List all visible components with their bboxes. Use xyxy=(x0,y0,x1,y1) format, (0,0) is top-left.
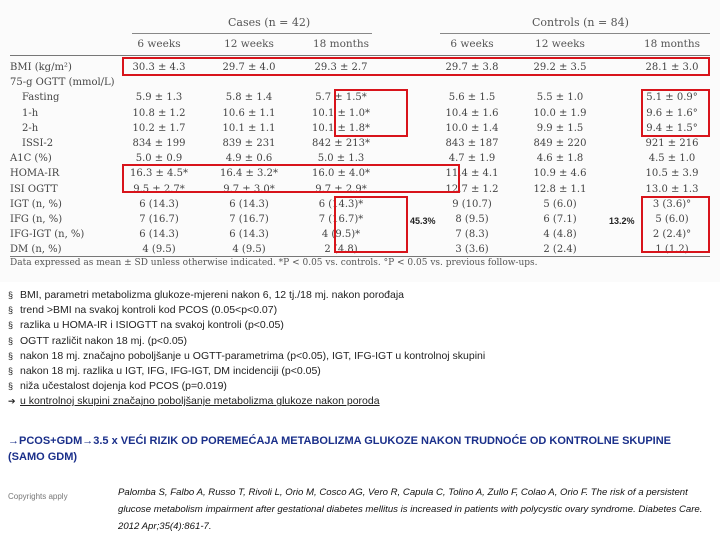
table-cell: 5.5 ± 1.0 xyxy=(536,92,584,104)
list-item xyxy=(8,334,485,349)
citation-text: Palomba S, Falbo A, Russo T, Rivoli L, Orio M, Cosco AG, Vero R, Capula C, Tolino A, Zullo F, Colao A, Orio F. The risk of a persistent glucose metabolism impairment after gestational diabetes mellitus is increased in patients with polycystic ovary syndrome. Diabetes Care. 2012 Apr;35(4):861-7. xyxy=(118,487,703,532)
row-label: DM (n, %) xyxy=(10,244,62,256)
table-cell: 839 ± 231 xyxy=(222,138,276,149)
table-cell: 12.8 ± 1.1 xyxy=(533,183,587,195)
bmi-highlight-box xyxy=(122,57,710,76)
table-cell: 29.2 ± 3.5 xyxy=(533,62,587,73)
table-cell: 10.2 ± 1.7 xyxy=(132,122,186,134)
table-cell: 6 (14.3) xyxy=(229,229,269,241)
summary-section xyxy=(0,282,720,540)
bullet-marker: § xyxy=(8,381,14,392)
table-cell: 9.7 ± 2.9* xyxy=(315,183,367,195)
bullet-text: trend >BMI na svakoj kontroli kod PCOS (0.05<p<0.07) xyxy=(20,304,278,317)
bullet-text: razlika u HOMA-IR i ISIOGTT na svakoj kontroli (p<0.05) xyxy=(20,319,284,332)
list-item xyxy=(8,303,485,318)
column-header: 18 months xyxy=(643,38,701,50)
table-cell: 16.4 ± 3.2* xyxy=(220,168,278,180)
table-cell: 1 (1.2) xyxy=(655,244,689,256)
table-cell: 29.7 ± 4.0 xyxy=(222,62,276,73)
table-cell: 9.9 ± 1.5 xyxy=(536,122,584,134)
table-cell: 10.1 ± 1.8* xyxy=(312,122,370,134)
bullet-marker: § xyxy=(8,350,14,361)
table-cell: 5.7 ± 1.5* xyxy=(315,92,367,104)
column-header: 12 weeks xyxy=(535,38,585,50)
table-cell: 16.0 ± 4.0* xyxy=(312,168,370,180)
table-cell: 7 (16.7)* xyxy=(318,214,364,225)
table-cell: 5.1 ± 0.9° xyxy=(646,92,698,104)
table-cell: 834 ± 199 xyxy=(132,138,186,149)
list-item xyxy=(8,364,485,379)
table-cell: 10.8 ± 1.2 xyxy=(132,107,186,119)
table-cell: 4.5 ± 1.0 xyxy=(648,153,696,165)
cases-group-header: Cases (n = 42) xyxy=(228,16,311,29)
table-cell: 28.1 ± 3.0 xyxy=(645,62,699,73)
table-cell: 4 (9.5) xyxy=(142,244,176,256)
table-cell: 4 (9.5)* xyxy=(321,229,361,241)
table-cell: 2 (2.4) xyxy=(543,244,577,256)
table-cell: 9 (10.7) xyxy=(452,198,492,210)
row-label: Fasting xyxy=(22,92,60,104)
header-rule xyxy=(10,55,710,56)
table-cell: 5 (6.0) xyxy=(655,214,689,225)
table-cell: 10.0 ± 1.9 xyxy=(533,107,587,119)
bullet-text: niža učestalost dojenja kod PCOS (p=0.019) xyxy=(20,380,227,393)
table-cell: 12.7 ± 1.2 xyxy=(445,183,499,195)
table-cell: 842 ± 213* xyxy=(312,138,370,149)
table-cell: 10.9 ± 4.6 xyxy=(533,168,587,180)
table-cell: 4 (9.5) xyxy=(232,244,266,256)
table-cell: 9.6 ± 1.6° xyxy=(646,107,698,119)
row-label: IFG (n, %) xyxy=(10,214,63,225)
bullet-marker: § xyxy=(8,365,14,376)
row-label: BMI (kg/m²) xyxy=(10,62,72,73)
bullet-marker: § xyxy=(8,320,14,331)
controls-ogtt-highlight-box xyxy=(641,89,710,137)
list-item xyxy=(8,288,485,303)
row-label: HOMA-IR xyxy=(10,168,60,180)
table-cell: 5.0 ± 0.9 xyxy=(135,153,183,165)
table-cell: 9.5 ± 2.7* xyxy=(133,183,185,195)
table-cell: 5.8 ± 1.4 xyxy=(225,92,273,104)
row-label: IFG-IGT (n, %) xyxy=(10,229,85,241)
table-cell: 29.3 ± 2.7 xyxy=(314,62,368,73)
table-cell: 13.0 ± 1.3 xyxy=(645,183,699,195)
conclusion-text: →PCOS+GDM→3.5 x VEĆI RIZIK OD POREMEĆAJA METABOLIZMA GLUKOZE NAKON TRUDNOĆE OD KONTROLNE SKUPINE (SAMO GDM) xyxy=(8,435,671,463)
table-cell: 10.0 ± 1.4 xyxy=(445,122,499,134)
table-cell: 11.4 ± 4.1 xyxy=(445,168,499,180)
table-cell: 6 (7.1) xyxy=(543,214,577,225)
table-cell: 9.7 ± 3.0* xyxy=(223,183,275,195)
list-item xyxy=(8,394,485,409)
table-cell: 6 (14.3) xyxy=(139,229,179,241)
list-item xyxy=(8,379,485,394)
column-header: 12 weeks xyxy=(224,38,274,50)
table-cell: 6 (14.3) xyxy=(229,198,269,210)
table-cell: 5.0 ± 1.3 xyxy=(317,153,365,165)
bullet-text: nakon 18 mj. značajno poboljšanje u OGTT-parametrima (p<0.05), IGT, IFG-IGT u kontrolnoj skupini xyxy=(20,349,486,362)
table-cell: 29.7 ± 3.8 xyxy=(445,62,499,73)
table-cell: 843 ± 187 xyxy=(445,138,499,149)
table-cell: 7 (8.3) xyxy=(455,229,489,241)
list-item xyxy=(8,349,485,364)
table-cell: 5 (6.0) xyxy=(543,198,577,210)
table-bottom-rule xyxy=(10,256,710,257)
column-header: 6 weeks xyxy=(450,38,494,50)
table-cell: 4.7 ± 1.9 xyxy=(448,153,496,165)
table-cell: 6 (14.3) xyxy=(139,198,179,210)
table-cell: 2 (4.8) xyxy=(324,244,358,256)
bullet-text: OGTT različit nakon 18 mj. (p<0.05) xyxy=(20,334,187,347)
cases-ogtt-highlight-box xyxy=(334,89,408,137)
row-label: 1-h xyxy=(22,107,39,119)
table-cell: 10.1 ± 1.1 xyxy=(222,122,276,134)
arrow-icon: ➔ xyxy=(8,396,16,407)
controls-incidence-highlight-box xyxy=(641,196,710,253)
table-cell: 10.4 ± 1.6 xyxy=(445,107,499,119)
table-cell: 2 (2.4)° xyxy=(652,229,692,241)
cases-header-rule xyxy=(132,33,372,34)
bullet-marker: § xyxy=(8,305,14,316)
bullet-marker: § xyxy=(8,290,14,300)
controls-header-rule xyxy=(440,33,710,34)
column-header: 18 months xyxy=(312,38,370,50)
list-item xyxy=(8,318,485,333)
copyright-note: Copyrights apply xyxy=(8,492,68,501)
table-cell: 3 (3.6) xyxy=(455,244,489,256)
table-row xyxy=(0,137,720,150)
row-label: 2-h xyxy=(22,122,39,134)
table-cell: 8 (9.5) xyxy=(455,214,489,225)
cases-incidence-highlight-box xyxy=(334,196,408,253)
table-cell: 5.6 ± 1.5 xyxy=(448,92,496,104)
table-cell: 30.3 ± 4.3 xyxy=(132,62,186,73)
table-cell: 4.9 ± 0.6 xyxy=(225,153,273,165)
table-cell: 4 (4.8) xyxy=(543,229,577,241)
bullet-text: BMI, parametri metabolizma glukoze-mjereni nakon 6, 12 tj./18 mj. nakon porođaja xyxy=(20,289,405,301)
table-cell: 10.1 ± 1.0* xyxy=(312,107,370,119)
table-cell: 921 ± 216 xyxy=(645,138,699,149)
table-cell: 10.6 ± 1.1 xyxy=(222,107,276,119)
table-cell: 10.5 ± 3.9 xyxy=(645,168,699,180)
controls-percentage-label: 13.2% xyxy=(609,216,635,226)
row-label: IGT (n, %) xyxy=(10,198,62,210)
table-cell: 849 ± 220 xyxy=(533,138,587,149)
bullet-marker: § xyxy=(8,335,14,346)
table-cell: 3 (3.6)° xyxy=(652,198,692,210)
row-label: 75-g OGTT (mmol/L) xyxy=(10,77,115,89)
table-footnote: Data expressed as mean ± SD unless otherwise indicated. *P < 0.05 vs. controls. °P < 0.05 vs. previous follow-ups. xyxy=(10,258,538,268)
row-label: A1C (%) xyxy=(10,153,52,165)
table-cell: 5.9 ± 1.3 xyxy=(135,92,183,104)
table-cell: 6 (14.3)* xyxy=(318,198,364,210)
table-row xyxy=(0,76,720,89)
table-cell: 4.6 ± 1.8 xyxy=(536,153,584,165)
cases-percentage-label: 45.3% xyxy=(410,216,436,226)
bullet-text: u kontrolnoj skupini značajno poboljšanje metabolizma glukoze nakon poroda xyxy=(20,395,380,408)
controls-group-header: Controls (n = 84) xyxy=(532,16,629,29)
findings-list xyxy=(8,288,485,410)
column-header: 6 weeks xyxy=(137,38,181,50)
table-cell: 7 (16.7) xyxy=(229,214,269,225)
table-cell: 16.3 ± 4.5* xyxy=(130,168,188,180)
table-cell: 9.4 ± 1.5° xyxy=(646,122,698,134)
homa-isi-highlight-box xyxy=(122,164,460,193)
row-label: ISSI-2 xyxy=(22,138,54,149)
row-label: ISI OGTT xyxy=(10,183,58,195)
bullet-text: nakon 18 mj. razlika u IGT, IFG, IFG-IGT, DM incidenciji (p<0.05) xyxy=(20,364,321,377)
table-cell: 7 (16.7) xyxy=(139,214,179,225)
